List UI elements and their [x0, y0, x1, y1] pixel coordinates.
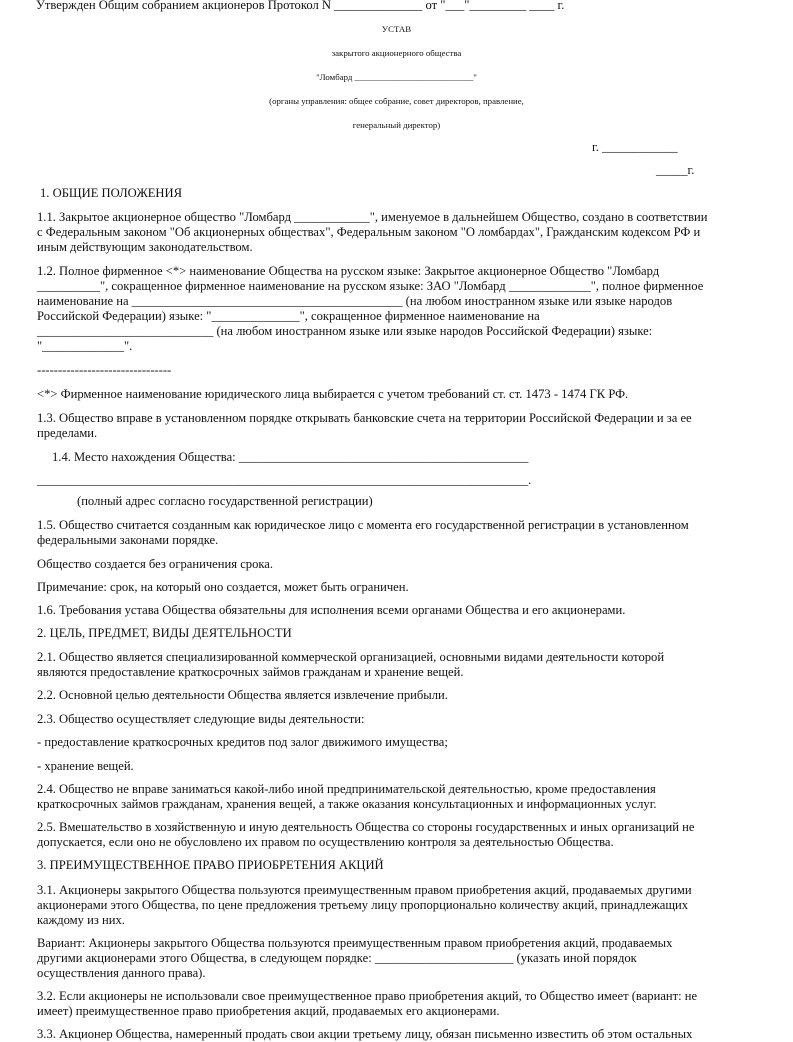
governance-line-1: (органы управления: общее собрание, совет директоров, правление, [269, 96, 524, 106]
clause-3-2-line-1: 3.2. Если акционеры не использовали свое преимущественное право приобретения акций, то Общество имеет (вариант: не [37, 989, 698, 1003]
clause-3-1-line-3: каждому из них. [37, 913, 125, 927]
clause-1-2-line-3: наименование на ___________________________________________ (на любом иностранном языке или языке народов [37, 294, 673, 308]
footnote: <*> Фирменное наименование юридического лица выбирается с учетом требований ст. ст. 1473 - 1474 ГК РФ. [37, 387, 629, 401]
city-line: г. ____________ [592, 140, 678, 154]
clause-1-3-line-2: пределами. [37, 426, 98, 440]
clause-2-3: 2.3. Общество осуществляет следующие виды деятельности: [37, 712, 365, 726]
company-name-line: "Ломбард ___________________________" [316, 72, 477, 82]
clause-1-2-line-4: Российской Федерации) языке: "______________", сокращенное фирменное наименование на [37, 309, 540, 323]
clause-1-1-line-3: иным действующим законодательством. [37, 240, 253, 254]
clause-1-4-note: (полный адрес согласно государственной регистрации) [77, 494, 373, 508]
section-3-heading: 3. ПРЕИМУЩЕСТВЕННОЕ ПРАВО ПРИОБРЕТЕНИЯ АКЦИЙ [37, 858, 384, 872]
section-1-heading: 1. ОБЩИЕ ПОЛОЖЕНИЯ [40, 186, 183, 200]
variant-line-3: осуществления данного права). [37, 966, 206, 980]
clause-2-2: 2.2. Основной целью деятельности Общества является извлечение прибыли. [37, 688, 448, 702]
variant-line-2: другими акционерами этого Общества, в следующем порядке: ______________________ (указать иной порядок [37, 951, 637, 965]
clause-3-2-line-2: имеет) преимущественное право приобретения акций, продаваемых его акционерами. [37, 1004, 500, 1018]
footnote-separator: -------------------------------- [37, 363, 172, 377]
clause-3-1-line-2: акционерами этого Общества, по цене предложения третьему лицу пропорционально количеству акций, принадлежащих [37, 898, 689, 912]
clause-2-5-line-1: 2.5. Вмешательство в хозяйственную и иную деятельность Общества со стороны государственных и иных организаций не [37, 820, 695, 834]
term-note: Примечание: срок, на который оно создается, может быть ограничен. [37, 580, 409, 594]
clause-1-3-line-1: 1.3. Общество вправе в установленном порядке открывать банковские счета на территории Российской Федерации и за ее [37, 411, 692, 425]
clause-1-2-line-1: 1.2. Полное фирменное <*> наименование Общества на русском языке: Закрытое акционерное Общество "Ломбард [37, 264, 660, 278]
clause-1-1-line-1: 1.1. Закрытое акционерное общество "Ломбард ____________", именуемое в дальнейшем Общество, создано в соответствии [37, 210, 708, 224]
clause-2-1-line-2: являются предоставление краткосрочных займов гражданам и хранение вещей. [37, 665, 464, 679]
clause-1-6: 1.6. Требования устава Общества обязательны для исполнения всеми органами Общества и его акционерами. [37, 603, 626, 617]
term-line: Общество создается без ограничения срока. [37, 557, 274, 571]
clause-2-4-line-1: 2.4. Общество не вправе заниматься какой-либо иной предпринимательской деятельностью, кроме предоставления [37, 782, 656, 796]
clause-3-1-line-1: 3.1. Акционеры закрытого Общества пользуются преимущественным правом приобретения акций, продаваемых другими [37, 883, 692, 897]
clause-1-5-line-1: 1.5. Общество считается созданным как юридическое лицо с момента его государственной регистрации в установленном [37, 518, 689, 532]
clause-1-5-line-2: федеральными законами порядке. [37, 533, 219, 547]
clause-1-2-line-6: "_____________". [37, 339, 133, 353]
date-line: _____г. [656, 163, 695, 177]
clause-1-2-line-5: ____________________________ (на любом иностранном языке или языке народов Российской Федерации) языке: [37, 324, 653, 338]
clause-1-4-line-2: ______________________________________________________________________________. [37, 473, 532, 487]
clause-1-1-line-2: с Федеральным законом "Об акционерных обществах", Федеральным законом "О ломбардах", Гражданским кодексом РФ и [37, 225, 701, 239]
clause-2-1-line-1: 2.1. Общество является специализированной коммерческой организацией, основными видами деятельности которой [37, 650, 665, 664]
section-2-heading: 2. ЦЕЛЬ, ПРЕДМЕТ, ВИДЫ ДЕЯТЕЛЬНОСТИ [37, 626, 292, 640]
document-subtitle: закрытого акционерного общества [331, 48, 462, 58]
variant-line-1: Вариант: Акционеры закрытого Общества пользуются преимущественным правом приобретения акций, продаваемых [37, 936, 673, 950]
clause-2-4-line-2: краткосрочных займов гражданам, хранения вещей, а также оказания консультационных и информационных услуг. [37, 797, 657, 811]
governance-line-2: генеральный директор) [352, 120, 441, 130]
approval-line: Утвержден Общим собранием акционеров Протокол N ______________ от "___"_________ ____ г. [36, 0, 565, 12]
document-title: УСТАВ [381, 24, 412, 34]
clause-3-3-line-1: 3.3. Акционер Общества, намеренный продать свои акции третьему лицу, обязан письменно известить об этом остальных [37, 1027, 693, 1041]
clause-2-5-line-2: допускается, если оно не обусловлено их правом по осуществлению контроля за деятельностью Общества. [37, 835, 614, 849]
activity-item-2: - хранение вещей. [37, 759, 134, 773]
activity-item-1: - предоставление краткосрочных кредитов под залог движимого имущества; [37, 735, 448, 749]
clause-1-4-line-1: 1.4. Место нахождения Общества: ______________________________________________ [52, 450, 529, 464]
clause-1-2-line-2: __________", сокращенное фирменное наименование на русском языке: ЗАО "Ломбард _____________", полное фирменное [37, 279, 704, 293]
